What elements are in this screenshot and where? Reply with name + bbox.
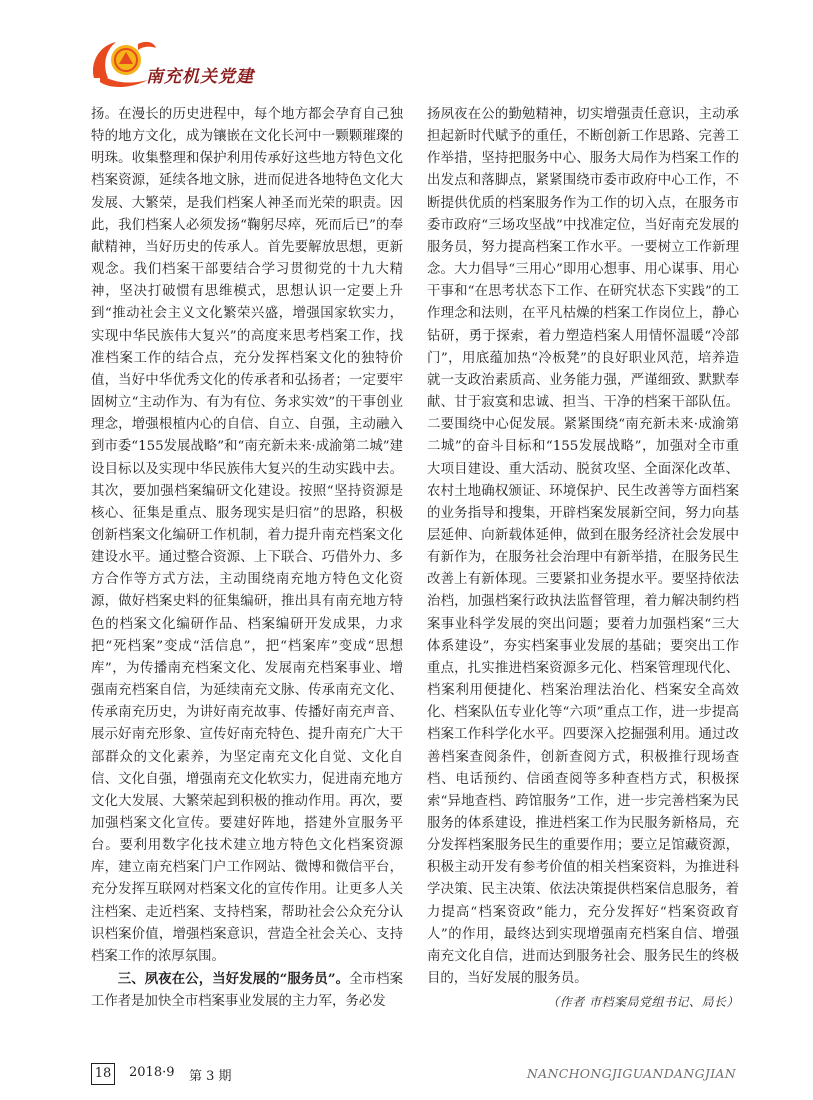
issue-number: 第 3 期 (189, 1069, 232, 1084)
page-number: 18 (91, 1063, 115, 1085)
magazine-name-footer: NANCHONGJIGUANDANGJIAN (526, 1066, 736, 1081)
left-column (91, 104, 403, 1013)
author-byline: （作者 市档案局党组书记、局长） (547, 995, 739, 1010)
page-footer (91, 1063, 736, 1085)
body-paragraph: 扬。在漫长的历史进程中，每个地方都会孕育自己独特的地方文化，成为镶嵌在文化长河中一颗颗璀璨的明珠。收集整理和保护利用传承好这些地方特色文化档案资源，延续各地文脉，进而促进各地特色文化大发展、大繁荣，是我们档案人神圣而光荣的职责。因此，我们档案人必须发扬“鞠躬尽瘁，死而后已”的奉献精神，当好历史的传承人。首先要解放思想，更新观念。我们档案干部要结合学习贯彻党的十九大精神，坚决打破惯有思维模式，思想认识一定要上升到“推动社会主义文化繁荣兴盛，增强国家软实力，实现中华民族伟大复兴”的高度来思考档案工作，找准档案工作的结合点，充分发挥档案文化的独特价值，当好中华优秀文化的传承者和弘扬者；一定要牢固树立“主动作为、有为有位、务求实效”的干事创业理念，增强根植内心的自信、自立、自强，主动融入到市委“155发展战略”和“南充新未来·成渝第二城”建设目标以及实现中华民族伟大复兴的生动实践中去。其次，要加强档案编研文化建设。按照“坚持资源是核心、征集是重点、服务现实是归宿”的思路，积极创新档案文化编研工作机制，着力提升南充档案文化建设水平。通过整合资源、上下联合、巧借外力、多方合作等方式方法，主动围绕南充地方特色文化资源，做好档案史料的征集编研，推出具有南充地方特色的档案文化编研作品、档案编研开发成果，力求把“死档案”变成“活信息”，把“档案库”变成“思想库”，为传播南充档案文化、发展南充档案事业、增强南充档案自信，为延续南充文脉、传承南充文化、传承南充历史，为讲好南充故事、传播好南充声音、展示好南充形象、宣传好南充特色、提升南充广大干部群众的文化素养，为坚定南充文化自觉、文化自信、文化自强，增强南充文化软实力，促进南充地方文化大发展、大繁荣起到积极的推动作用。再次，要加强档案文化宣传。要建好阵地，搭建外宣服务平台。要利用数字化技术建立地方特色文化档案资源库，建立南充档案门户工作网站、微博和微信平台，充分发挥互联网对档案文化的宣传作用。让更多人关注档案、走近档案、支持档案，帮助社会公众充分认识档案价值，增强档案意识，营造全社会关心、支持档案工作的浓厚氛围。 (91, 107, 403, 964)
section-paragraph (91, 968, 403, 1013)
issue-date: 2018·9 (129, 1065, 175, 1080)
section-text: 全市档案工作者是加快全市档案事业发展的主力军，务必发 (91, 972, 404, 1010)
page-header (88, 34, 308, 94)
section-heading: 三、夙夜在公，当好发展的“服务员”。 (117, 971, 350, 988)
right-column (427, 104, 739, 1013)
body-paragraph: 扬夙夜在公的勤勉精神，切实增强责任意识，主动承担起新时代赋予的重任，不断创新工作思路、完善工作举措，坚持把服务中心、服务大局作为档案工作的出发点和落脚点，紧紧围绕市委市政府中心工作，不断提供优质的档案服务作为工作的切入点，在服务市委市政府“三场攻坚战”中找准定位，当好南充发展的服务员，努力提高档案工作水平。一要树立工作新理念。大力倡导“三用心”即用心想事、用心谋事、用心干事和“在思考状态下工作、在研究状态下实践”的工作理念和法则，在平凡枯燥的档案工作岗位上，静心钻研，勇于探索，着力塑造档案人用情怀温暖“冷部门”，用底蕴加热“冷板凳”的良好职业风范，培养造就一支政治素质高、业务能力强，严谨细致、默默奉献、甘于寂寞和忠诚、担当、干净的档案干部队伍。二要围绕中心促发展。紧紧围绕“南充新未来·成渝第二城”的奋斗目标和“155发展战略”，加强对全市重大项目建设、重大活动、脱贫攻坚、全面深化改革、农村土地确权颁证、环境保护、民生改善等方面档案的业务指导和搜集，开辟档案发展新空间，努力向基层延伸、向新载体延伸，做到在服务经济社会发展中有新作为，在服务社会治理中有新举措，在服务民生改善上有新体现。三要紧扣业务提水平。要坚持依法治档，加强档案行政执法监督管理，着力解决制约档案事业科学发展的突出问题；要着力加强档案“三大体系建设”，夯实档案事业发展的基础；要突出工作重点，扎实推进档案资源多元化、档案管理现代化、档案利用便捷化、档案治理法治化、档案安全高效化、档案队伍专业化等“六项”重点工作，进一步提高档案工作科学化水平。四要深入挖掘强利用。通过改善档案查阅条件，创新查阅方式，积极推行现场查档、电话预约、信函查阅等多种查档方式，积极探索“异地查档、跨馆服务”工作，进一步完善档案为民服务的体系建设，推进档案工作为民服务新格局，充分发挥档案服务民生的重要作用；要立足馆藏资源，积极主动开发有参考价值的相关档案资料，为推进科学决策、民主决策、依法决策提供档案信息服务，着力提高“档案资政”能力，充分发挥好“档案资政育人”的作用，最终达到实现增强南充档案自信、增强南充文化自信，进而达到服务社会、服务民生的终极目的，当好发展的服务员。 (427, 107, 739, 987)
magazine-title: 南充机关党建 (146, 67, 254, 87)
